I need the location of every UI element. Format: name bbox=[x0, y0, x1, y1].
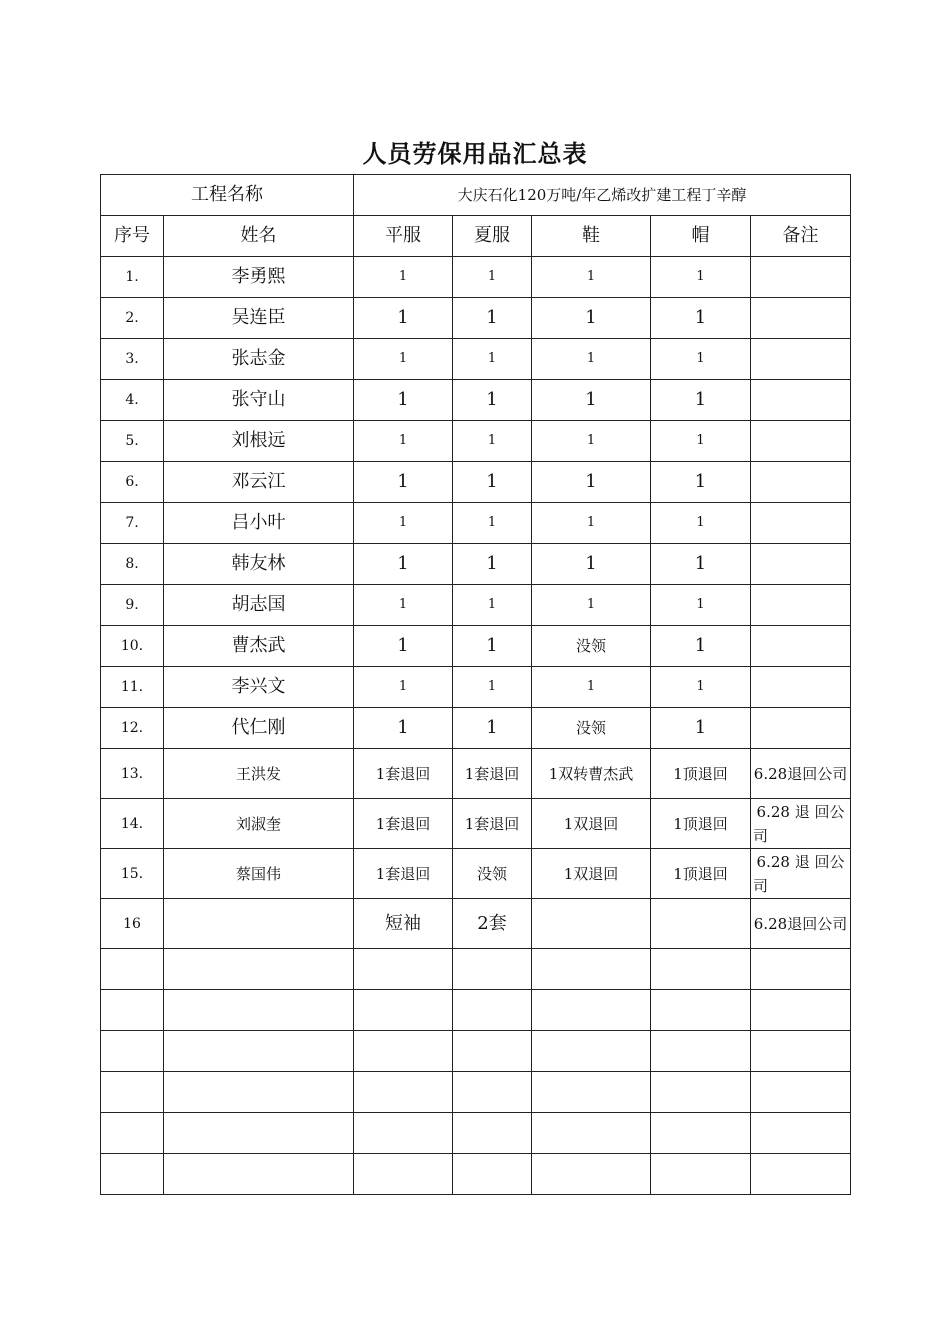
table-row bbox=[101, 339, 851, 380]
empty-cell bbox=[532, 949, 651, 990]
empty-cell bbox=[164, 990, 354, 1031]
empty-cell bbox=[164, 949, 354, 990]
seq-cell: 8. bbox=[101, 544, 164, 585]
empty-cell bbox=[101, 1113, 164, 1154]
empty-cell bbox=[101, 1154, 164, 1195]
remark-cell bbox=[751, 462, 851, 503]
remark-cell: 6.28退回公司 bbox=[751, 749, 851, 799]
seq-cell: 10. bbox=[101, 626, 164, 667]
xie-cell: 1 bbox=[532, 585, 651, 626]
ping-cell: 1 bbox=[354, 585, 453, 626]
xia-cell: 1 bbox=[453, 339, 532, 380]
empty-cell bbox=[532, 1072, 651, 1113]
xie-cell: 1 bbox=[532, 380, 651, 421]
remark-cell bbox=[751, 626, 851, 667]
empty-cell bbox=[751, 1031, 851, 1072]
header-mao: 帽 bbox=[651, 216, 751, 257]
ping-cell: 1 bbox=[354, 298, 453, 339]
name-cell: 曹杰武 bbox=[164, 626, 354, 667]
ppe-summary-table bbox=[100, 174, 851, 1195]
remark-cell bbox=[751, 585, 851, 626]
name-cell: 李兴文 bbox=[164, 667, 354, 708]
mao-cell: 1 bbox=[651, 544, 751, 585]
empty-row bbox=[101, 1072, 851, 1113]
empty-cell bbox=[751, 990, 851, 1031]
ping-cell: 1 bbox=[354, 667, 453, 708]
seq-cell: 6. bbox=[101, 462, 164, 503]
name-cell: 张志金 bbox=[164, 339, 354, 380]
table-row bbox=[101, 899, 851, 949]
mao-cell: 1 bbox=[651, 462, 751, 503]
mao-cell: 1 bbox=[651, 626, 751, 667]
project-label: 工程名称 bbox=[101, 175, 354, 216]
table-row bbox=[101, 749, 851, 799]
project-row bbox=[101, 175, 851, 216]
table-row bbox=[101, 708, 851, 749]
empty-cell bbox=[101, 1031, 164, 1072]
table-row bbox=[101, 544, 851, 585]
seq-cell: 9. bbox=[101, 585, 164, 626]
empty-cell bbox=[354, 990, 453, 1031]
xia-cell: 1 bbox=[453, 708, 532, 749]
table-row bbox=[101, 380, 851, 421]
xia-cell: 1 bbox=[453, 462, 532, 503]
remark-cell: 6.28 退 回公司 bbox=[751, 849, 851, 899]
header-row bbox=[101, 216, 851, 257]
xie-cell: 1双退回 bbox=[532, 849, 651, 899]
xia-cell: 1套退回 bbox=[453, 749, 532, 799]
empty-cell bbox=[354, 1031, 453, 1072]
empty-cell bbox=[651, 1154, 751, 1195]
empty-cell bbox=[751, 1113, 851, 1154]
empty-cell bbox=[532, 1154, 651, 1195]
empty-cell bbox=[453, 949, 532, 990]
xia-cell: 1 bbox=[453, 503, 532, 544]
header-name: 姓名 bbox=[164, 216, 354, 257]
empty-cell bbox=[751, 1154, 851, 1195]
header-remark: 备注 bbox=[751, 216, 851, 257]
remark-cell bbox=[751, 544, 851, 585]
seq-cell: 5. bbox=[101, 421, 164, 462]
table-row bbox=[101, 421, 851, 462]
xia-cell: 1 bbox=[453, 421, 532, 462]
name-cell: 邓云江 bbox=[164, 462, 354, 503]
mao-cell: 1 bbox=[651, 380, 751, 421]
xia-cell: 1 bbox=[453, 626, 532, 667]
seq-cell: 11. bbox=[101, 667, 164, 708]
mao-cell bbox=[651, 899, 751, 949]
empty-cell bbox=[453, 1031, 532, 1072]
empty-row bbox=[101, 1031, 851, 1072]
seq-cell: 15. bbox=[101, 849, 164, 899]
empty-cell bbox=[651, 990, 751, 1031]
mao-cell: 1 bbox=[651, 339, 751, 380]
name-cell: 张守山 bbox=[164, 380, 354, 421]
mao-cell: 1 bbox=[651, 585, 751, 626]
remark-cell bbox=[751, 298, 851, 339]
empty-row bbox=[101, 990, 851, 1031]
header-xie: 鞋 bbox=[532, 216, 651, 257]
name-cell: 胡志国 bbox=[164, 585, 354, 626]
xia-cell: 1 bbox=[453, 380, 532, 421]
xie-cell: 1双转曹杰武 bbox=[532, 749, 651, 799]
xie-cell: 没领 bbox=[532, 708, 651, 749]
empty-cell bbox=[651, 1072, 751, 1113]
empty-cell bbox=[651, 1113, 751, 1154]
xie-cell: 1 bbox=[532, 544, 651, 585]
empty-row bbox=[101, 949, 851, 990]
name-cell: 王洪发 bbox=[164, 749, 354, 799]
remark-cell bbox=[751, 257, 851, 298]
xie-cell: 1 bbox=[532, 421, 651, 462]
ping-cell: 1 bbox=[354, 626, 453, 667]
table-row bbox=[101, 626, 851, 667]
empty-cell bbox=[164, 1113, 354, 1154]
mao-cell: 1 bbox=[651, 708, 751, 749]
xie-cell: 1 bbox=[532, 503, 651, 544]
empty-cell bbox=[354, 1154, 453, 1195]
ping-cell: 1 bbox=[354, 503, 453, 544]
empty-cell bbox=[164, 1154, 354, 1195]
ping-cell: 1套退回 bbox=[354, 799, 453, 849]
seq-cell: 3. bbox=[101, 339, 164, 380]
ping-cell: 1 bbox=[354, 339, 453, 380]
xia-cell: 1 bbox=[453, 257, 532, 298]
remark-cell bbox=[751, 667, 851, 708]
seq-cell: 2. bbox=[101, 298, 164, 339]
remark-cell bbox=[751, 708, 851, 749]
seq-cell: 16 bbox=[101, 899, 164, 949]
name-cell: 蔡国伟 bbox=[164, 849, 354, 899]
ping-cell: 1套退回 bbox=[354, 749, 453, 799]
xia-cell: 1 bbox=[453, 585, 532, 626]
mao-cell: 1 bbox=[651, 667, 751, 708]
empty-cell bbox=[354, 1072, 453, 1113]
table-row bbox=[101, 257, 851, 298]
mao-cell: 1 bbox=[651, 421, 751, 462]
empty-cell bbox=[532, 1031, 651, 1072]
xia-cell: 1 bbox=[453, 298, 532, 339]
name-cell: 韩友林 bbox=[164, 544, 354, 585]
ping-cell: 1 bbox=[354, 544, 453, 585]
project-name: 大庆石化120万吨/年乙烯改扩建工程丁辛醇 bbox=[354, 175, 851, 216]
remark-cell: 6.28 退 回公司 bbox=[751, 799, 851, 849]
empty-cell bbox=[532, 990, 651, 1031]
ping-cell: 1 bbox=[354, 380, 453, 421]
table-row bbox=[101, 503, 851, 544]
name-cell: 吕小叶 bbox=[164, 503, 354, 544]
xie-cell: 1双退回 bbox=[532, 799, 651, 849]
xia-cell: 1套退回 bbox=[453, 799, 532, 849]
header-ping: 平服 bbox=[354, 216, 453, 257]
empty-cell bbox=[532, 1113, 651, 1154]
xia-cell: 1 bbox=[453, 667, 532, 708]
remark-cell: 6.28退回公司 bbox=[751, 899, 851, 949]
empty-cell bbox=[651, 949, 751, 990]
ping-cell: 1套退回 bbox=[354, 849, 453, 899]
empty-cell bbox=[164, 1031, 354, 1072]
empty-cell bbox=[101, 949, 164, 990]
xia-cell: 1 bbox=[453, 544, 532, 585]
mao-cell: 1顶退回 bbox=[651, 849, 751, 899]
name-cell: 吴连臣 bbox=[164, 298, 354, 339]
table-row bbox=[101, 849, 851, 899]
xie-cell: 没领 bbox=[532, 626, 651, 667]
seq-cell: 13. bbox=[101, 749, 164, 799]
empty-cell bbox=[164, 1072, 354, 1113]
remark-cell bbox=[751, 503, 851, 544]
xie-cell bbox=[532, 899, 651, 949]
name-cell: 刘根远 bbox=[164, 421, 354, 462]
empty-cell bbox=[751, 1072, 851, 1113]
mao-cell: 1 bbox=[651, 503, 751, 544]
seq-cell: 12. bbox=[101, 708, 164, 749]
ping-cell: 短袖 bbox=[354, 899, 453, 949]
mao-cell: 1顶退回 bbox=[651, 749, 751, 799]
name-cell: 代仁刚 bbox=[164, 708, 354, 749]
ping-cell: 1 bbox=[354, 257, 453, 298]
xie-cell: 1 bbox=[532, 257, 651, 298]
ping-cell: 1 bbox=[354, 708, 453, 749]
xie-cell: 1 bbox=[532, 667, 651, 708]
remark-cell bbox=[751, 380, 851, 421]
empty-cell bbox=[453, 1154, 532, 1195]
mao-cell: 1 bbox=[651, 257, 751, 298]
table-row bbox=[101, 462, 851, 503]
empty-cell bbox=[354, 1113, 453, 1154]
xia-cell: 2套 bbox=[453, 899, 532, 949]
seq-cell: 1. bbox=[101, 257, 164, 298]
empty-cell bbox=[101, 990, 164, 1031]
seq-cell: 4. bbox=[101, 380, 164, 421]
header-xia: 夏服 bbox=[453, 216, 532, 257]
ping-cell: 1 bbox=[354, 462, 453, 503]
name-cell: 刘淑奎 bbox=[164, 799, 354, 849]
table-row bbox=[101, 585, 851, 626]
empty-cell bbox=[651, 1031, 751, 1072]
mao-cell: 1 bbox=[651, 298, 751, 339]
empty-cell bbox=[354, 949, 453, 990]
remark-cell bbox=[751, 339, 851, 380]
mao-cell: 1顶退回 bbox=[651, 799, 751, 849]
empty-cell bbox=[101, 1072, 164, 1113]
table-row bbox=[101, 667, 851, 708]
empty-cell bbox=[751, 949, 851, 990]
remark-cell bbox=[751, 421, 851, 462]
seq-cell: 14. bbox=[101, 799, 164, 849]
table-row bbox=[101, 298, 851, 339]
seq-cell: 7. bbox=[101, 503, 164, 544]
name-cell bbox=[164, 899, 354, 949]
empty-cell bbox=[453, 990, 532, 1031]
xie-cell: 1 bbox=[532, 298, 651, 339]
ping-cell: 1 bbox=[354, 421, 453, 462]
document-title: 人员劳保用品汇总表 bbox=[362, 139, 588, 168]
empty-cell bbox=[453, 1072, 532, 1113]
table-row bbox=[101, 799, 851, 849]
name-cell: 李勇熙 bbox=[164, 257, 354, 298]
xie-cell: 1 bbox=[532, 462, 651, 503]
empty-row bbox=[101, 1154, 851, 1195]
xie-cell: 1 bbox=[532, 339, 651, 380]
xia-cell: 没领 bbox=[453, 849, 532, 899]
empty-row bbox=[101, 1113, 851, 1154]
empty-cell bbox=[453, 1113, 532, 1154]
header-seq: 序号 bbox=[101, 216, 164, 257]
